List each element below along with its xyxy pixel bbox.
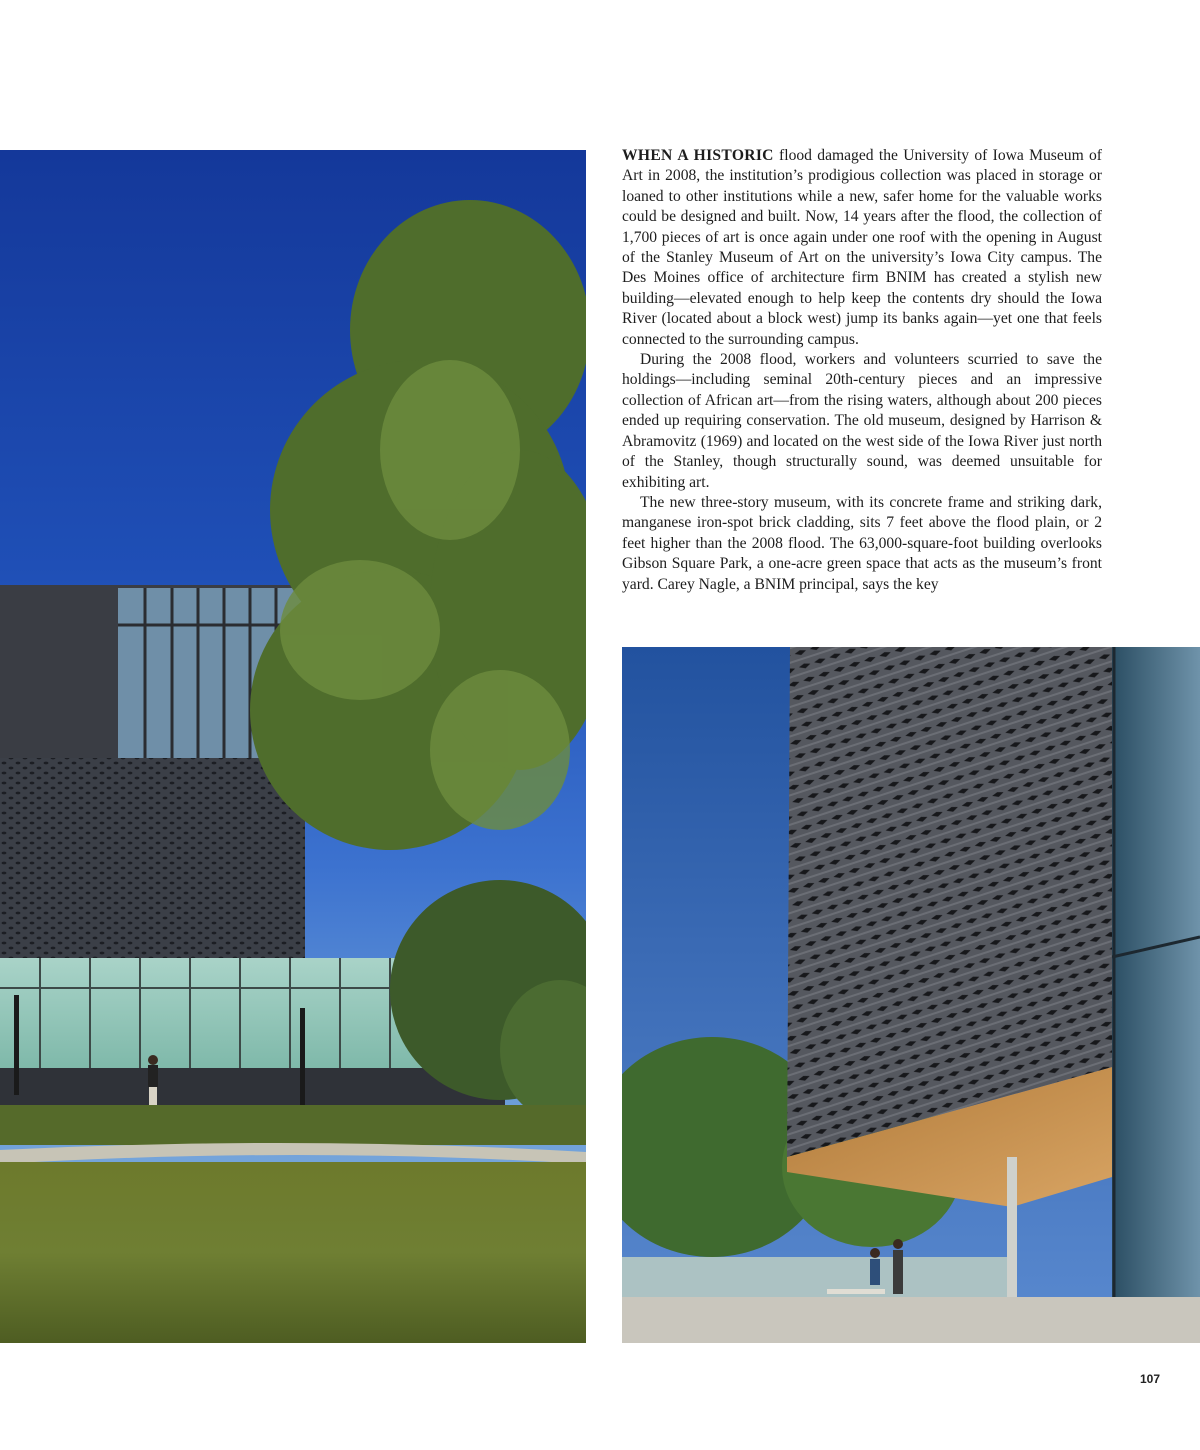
article-body <box>622 146 1102 595</box>
article-paragraph-text: flood damaged the University of Iowa Museum of Art in 2008, the institution’s prodigious collection was placed in storage or loaned to other institutions while a new, safer home for the valuable works could be designed and built. Now, 14 years after the flood, the collection of 1,700 pieces of art is once again under one roof with the opening in August of the Stanley Museum of Art on the university’s Iowa City campus. The Des Moines office of architecture firm BNIM has created a stylish new building—elevated enough to help keep the contents dry should the Iowa River (located about a block west) jump its banks again—yet one that feels connected to the surrounding campus. <box>622 147 1102 348</box>
article-paragraph-2: During the 2008 flood, workers and volunteers scurried to save the holdings—including seminal 20th-century pieces and an impressive collection of African art—from the rising waters, although about 200 pieces ended up requiring conservation. The old museum, designed by Harrison & Abramovitz (1969) and located on the west side of the Iowa River just north of the Stanley, though structurally sound, was deemed unsuitable for exhibiting art. <box>622 351 1102 491</box>
museum-overhang-photo <box>622 647 1200 1343</box>
article-lead-in: WHEN A HISTORIC <box>622 147 774 164</box>
page-number: 107 <box>1139 1372 1160 1386</box>
article-paragraph-1 <box>622 146 1102 350</box>
article-paragraph-3: The new three-story museum, with its concrete frame and striking dark, manganese iron-spot brick cladding, sits 7 feet above the flood plain, or 2 feet higher than the 2008 flood. The 63,000-square-foot building overlooks Gibson Square Park, a one-acre green space that acts as the museum’s front yard. Carey Nagle, a BNIM principal, says the key <box>622 493 1102 593</box>
museum-exterior-photo <box>0 150 586 1343</box>
